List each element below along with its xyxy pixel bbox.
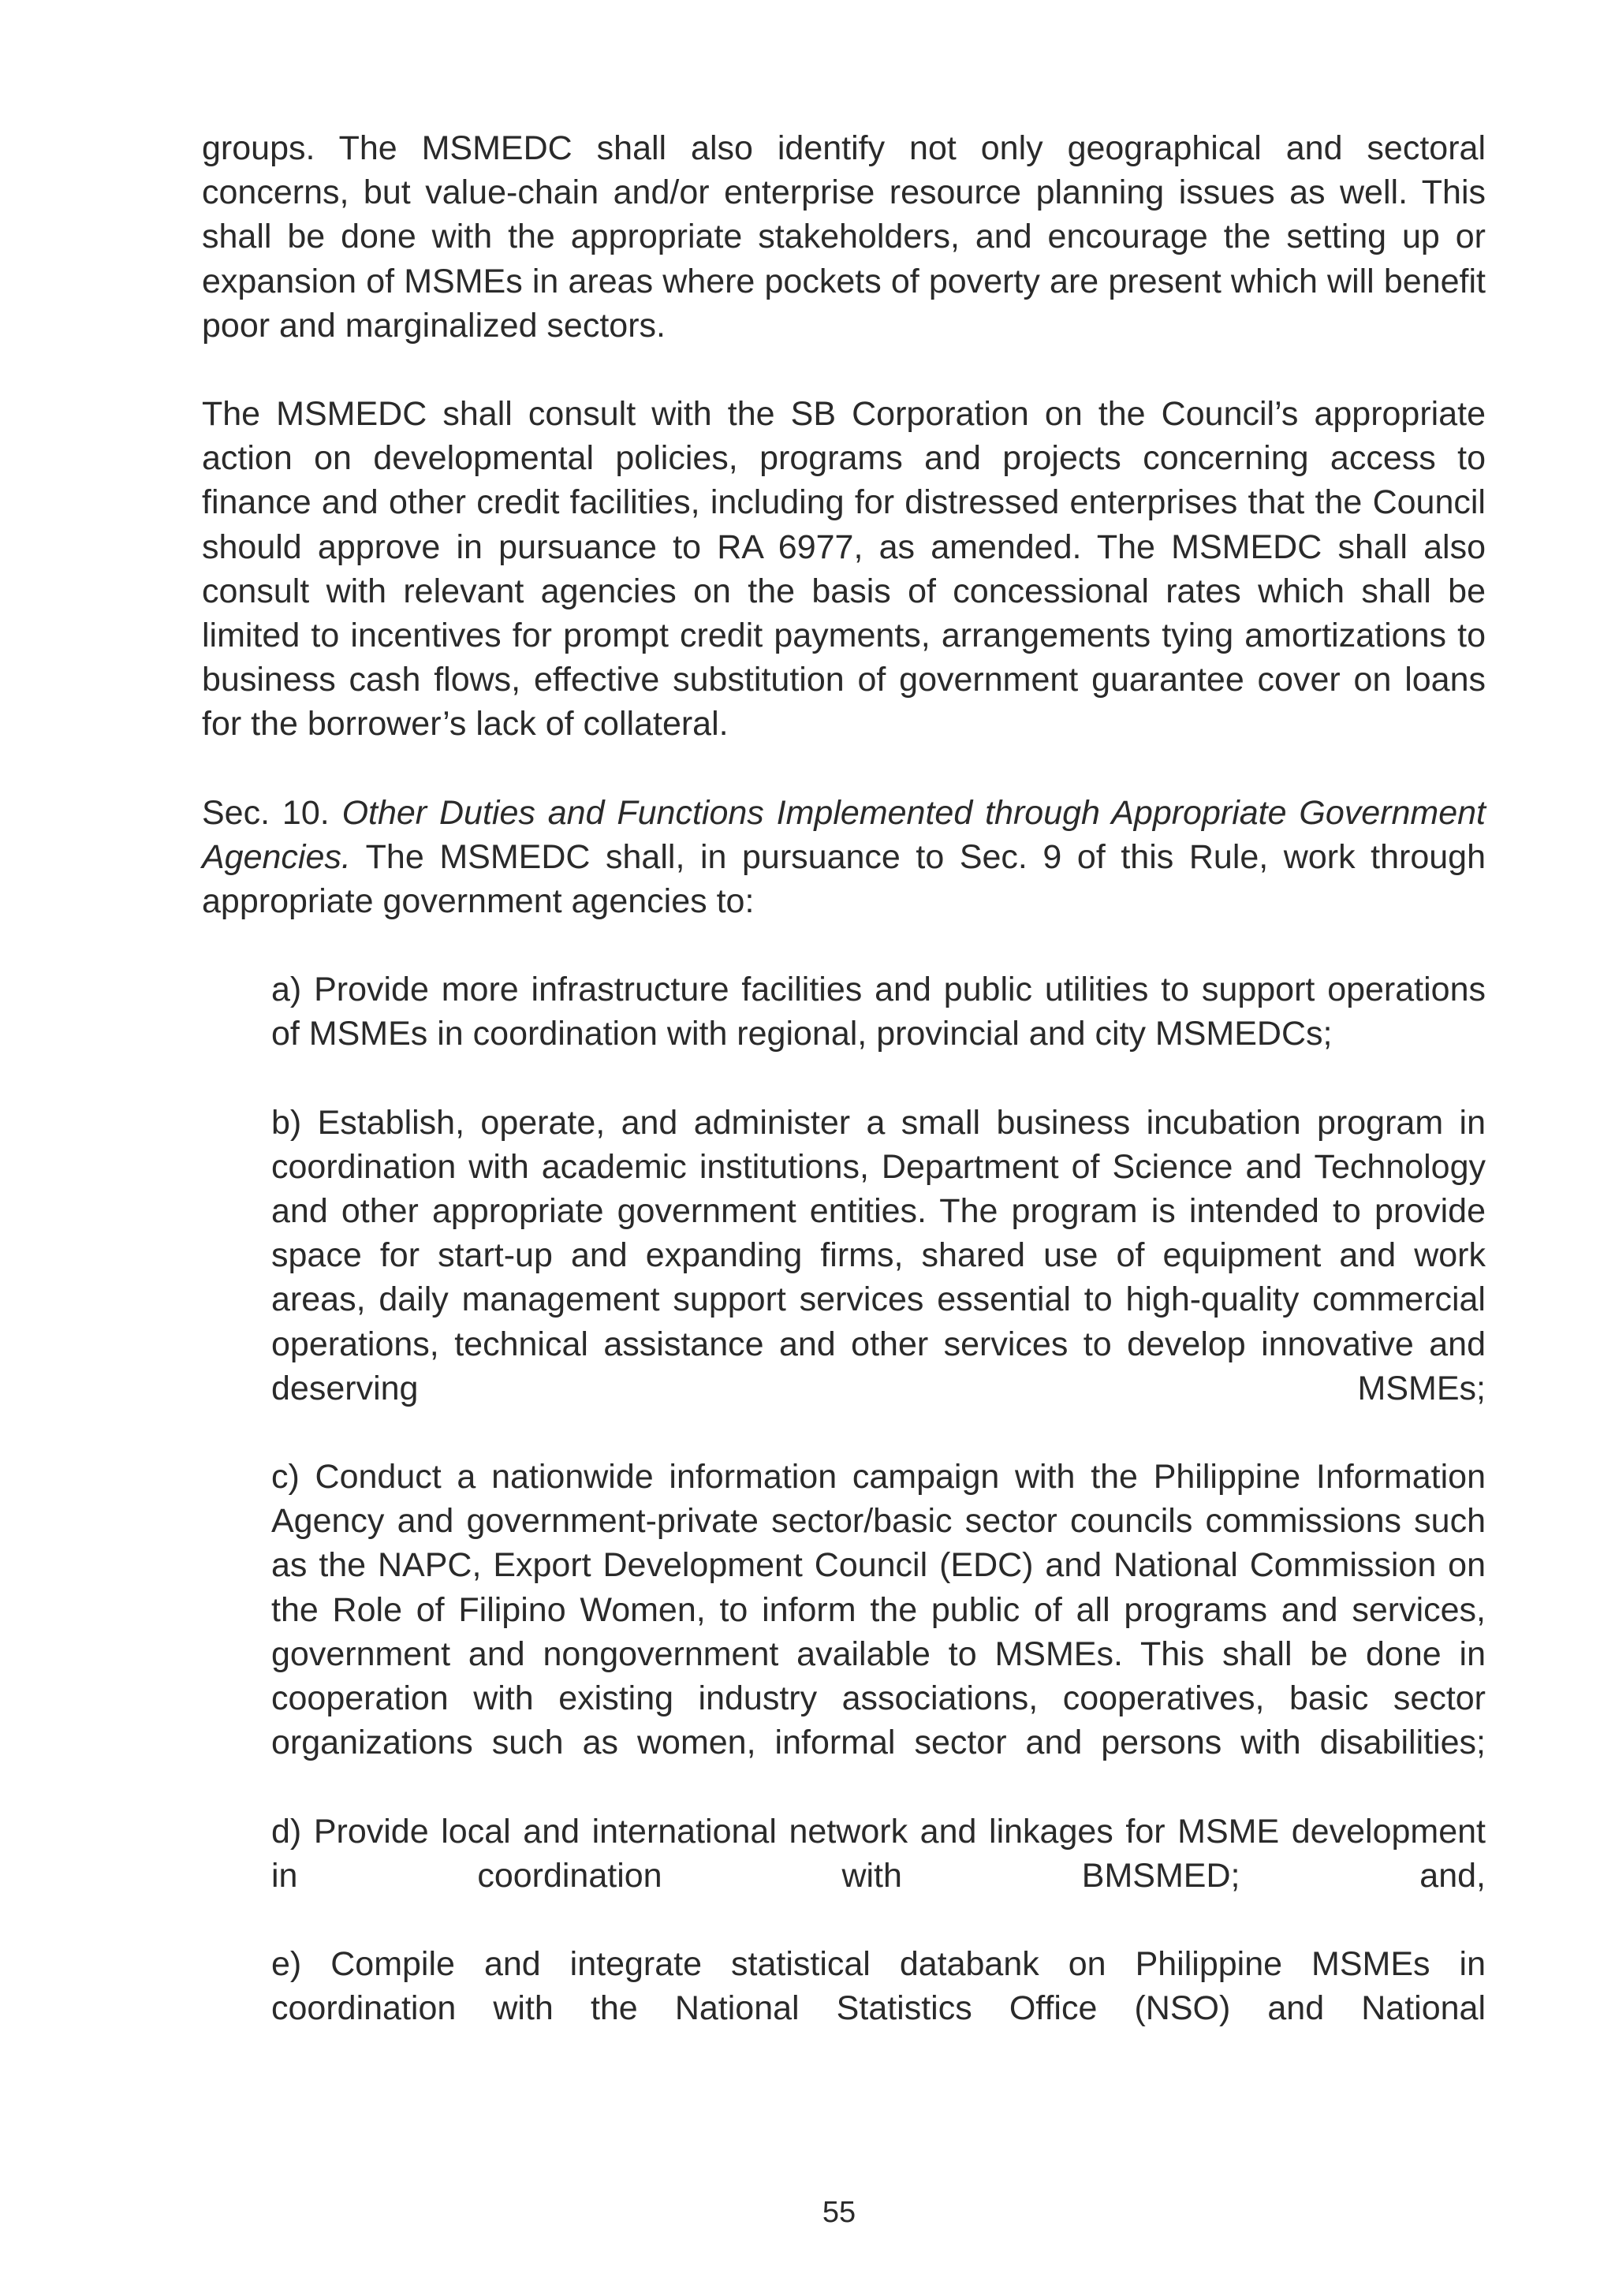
list-item-e: e) Compile and integrate statistical databank on Philippine MSMEs in coordination with the National Statistics Office (NSO) and National [271,1944,1486,2028]
section-intro: The MSMEDC shall, in pursuance to Sec. 9 of this Rule, work through appropriate government agencies to: [202,837,1486,921]
body-text [202,126,1486,2074]
list-item-d: d) Provide local and international network and linkages for MSME development in coordination with BMSMED; and, [271,1812,1486,1895]
list-item-a: a) Provide more infrastructure facilities and public utilities to support operations of MSMEs in coordination with regional, provincial and city MSMEDCs; [271,971,1486,1053]
section-number: Sec. 10. [202,793,330,832]
paragraph-groups: groups. The MSMEDC shall also identify not only geographical and sectoral concerns, but value-chain and/or enterprise resource planning issues as well. This shall be done with the appropriate stakeholders, and encourage the setting up or expansion of MSMEs in areas where pockets of poverty are present which will benefit poor and marginalized sectors. [202,129,1486,345]
section-10 [202,791,1486,924]
paragraph-sb-corporation: The MSMEDC shall consult with the SB Corporation on the Council’s appropriate action on developmental policies, programs and projects concerning access to finance and other credit facilities, including for distressed enterprises that the Council should approve in pursuance to RA 6977, as amended. The MSMEDC shall also consult with relevant agencies on the basis of concessional rates which shall be limited to incentives for prompt credit payments, arrangements tying amortizations to business cash flows, effective substitution of government guarantee cover on loans for the borrower’s lack of collateral. [202,395,1486,744]
list-item-c: c) Conduct a nationwide information campaign with the Philippine Information Agency and government-private sector/basic sector councils commissions such as the NAPC, Export Development Council (EDC) and National Commission on the Role of Filipino Women, to inform the public of all programs and services, government and nongovernment available to MSMEs. This shall be done in cooperation with existing industry associations, cooperatives, basic sector organizations such as women, informal sector and persons with disabilities; [271,1458,1486,1762]
section-title: Other Duties and Functions Implemented through Appropriate Government Agencies. [202,793,1486,876]
list-item-b: b) Establish, operate, and administer a small business incubation program in coordination with academic institutions, Department of Science and Technology and other appropriate government entities. The program is intended to provide space for start-up and expanding firms, shared use of equipment and work areas, daily management support services essential to high-quality commercial operations, technical assistance and other services to develop innovative and deserving MSMEs; [271,1103,1486,1407]
page-number: 55 [822,2196,856,2229]
